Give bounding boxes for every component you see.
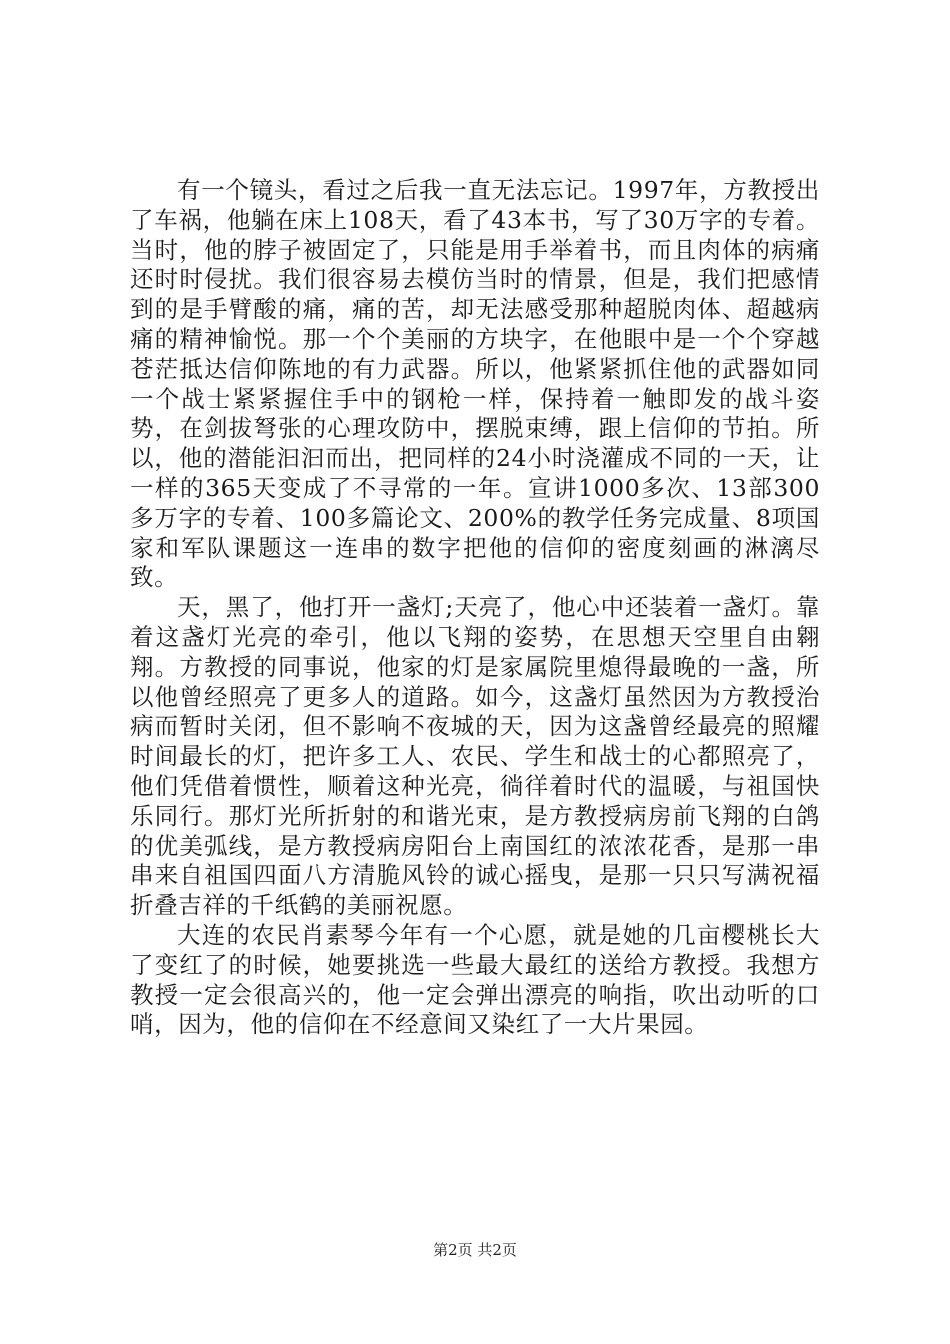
paragraph-3: 大连的农民肖素琴今年有一个心愿，就是她的几亩樱桃长大了变红了的时候，她要挑选一些最大最红的送给方教授。我想方教授一定会很高兴的，他一定会弹出漂亮的响指，吹出动听的口哨，因为，他的信仰在不经意间又染红了一大片果园。: [130, 920, 820, 1039]
paragraph-1: 有一个镜头，看过之后我一直无法忘记。1997年，方教授出了车祸，他躺在床上108天，看了43本书，写了30万字的专着。当时，他的脖子被固定了，只能是用手举着书，而且肉体的病痛还时时侵扰。我们很容易去模仿当时的情景，但是，我们把感情到的是手臂酸的痛，痛的苦，却无法感受那种超脱肉体、超越病痛的精神愉悦。那一个个美丽的方块字，在他眼中是一个个穿越苍茫抵达信仰陈地的有力武器。所以，他紧紧抓住他的武器如同一个战士紧紧握住手中的钢枪一样，保持着一触即发的战斗姿势，在剑拔弩张的心理攻防中，摆脱束缚，跟上信仰的节拍。所以，他的潜能汩汩而出，把同样的24小时浇灌成不同的一天，让一样的365天变成了不寻常的一年。宣讲1000多次、13部300多万字的专着、100多篇论文、200%的教学任务完成量、8项国家和军队课题这一连串的数字把他的信仰的密度刻画的淋漓尽致。: [130, 176, 820, 592]
paragraph-2: 天，黑了，他打开一盏灯;天亮了，他心中还装着一盏灯。靠着这盏灯光亮的牵引，他以飞翔的姿势，在思想天空里自由翱翔。方教授的同事说，他家的灯是家属院里熄得最晚的一盏，所以他曾经照亮了更多人的道路。如今，这盏灯虽然因为方教授治病而暂时关闭，但不影响不夜城的天，因为这盏曾经最亮的照耀时间最长的灯，把许多工人、农民、学生和战士的心都照亮了，他们凭借着惯性，顺着这种光亮，徜徉着时代的温暖，与祖国快乐同行。那灯光所折射的和谐光束，是方教授病房前飞翔的白鸽的优美弧线，是方教授病房阳台上南国红的浓浓花香，是那一串串来自祖国四面八方清脆风铃的诚心摇曳，是那一只只写满祝福折叠吉祥的千纸鹤的美丽祝愿。: [130, 593, 820, 920]
page-number-footer: 第2页 共2页: [433, 1241, 517, 1259]
document-body: [130, 176, 820, 1040]
